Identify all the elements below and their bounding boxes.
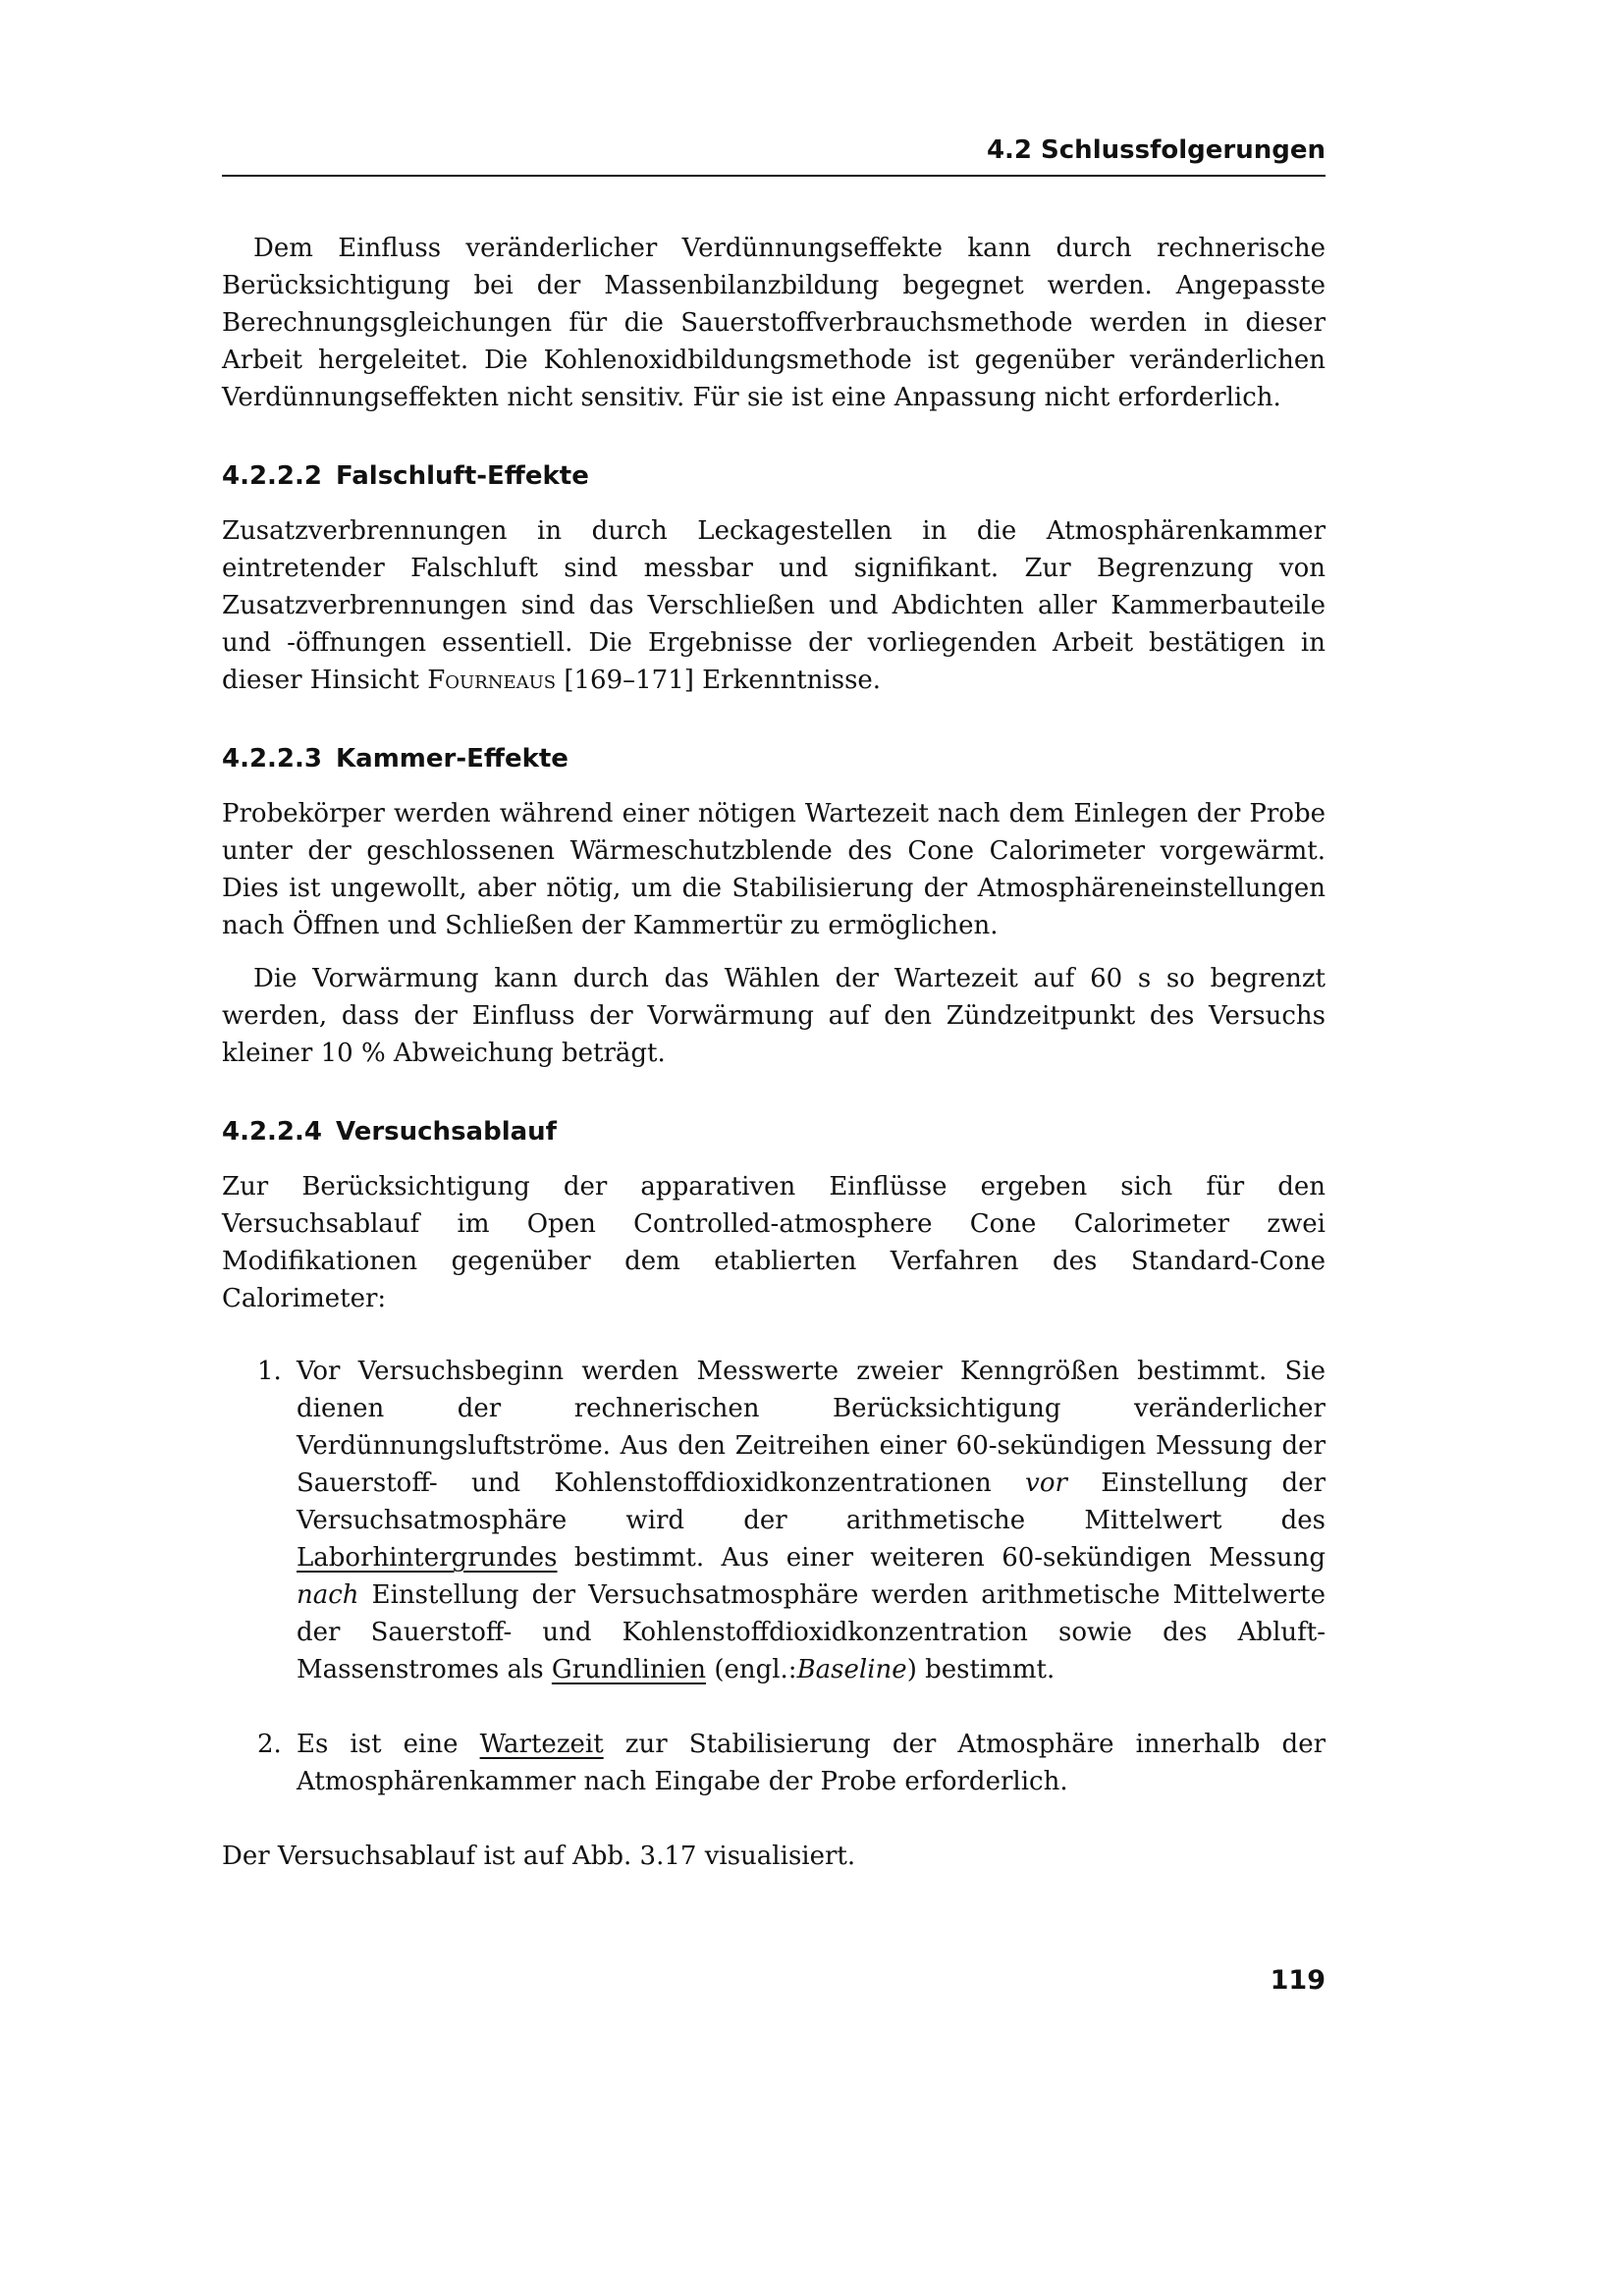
item-text: ) bestimmt.: [906, 1655, 1056, 1684]
section-title: Kammer-Effekte: [336, 744, 568, 774]
list-marker: 2.: [257, 1730, 282, 1759]
emphasis-text: Baseline: [796, 1655, 907, 1684]
glossary-term-link[interactable]: Laborhintergrundes: [297, 1543, 558, 1573]
item-text: Es ist eine: [297, 1730, 459, 1759]
main-content: [222, 230, 1326, 1875]
page-number: 119: [1270, 1965, 1326, 1996]
list-item: [222, 1726, 1326, 1800]
list-item: [222, 1353, 1326, 1688]
falschluft-paragraph: [222, 512, 1326, 699]
section-title: Falschluft-Effekte: [336, 461, 589, 491]
header-rule: [222, 175, 1326, 177]
section-title: Versuchsablauf: [336, 1117, 557, 1147]
item-text: Einstellung der Versuchsatmosphäre wird der arithmetische Mittelwert des: [297, 1468, 1326, 1535]
item-text: bestimmt. Aus einer weiteren 60-sekündigen Messung: [573, 1543, 1326, 1573]
glossary-term-link[interactable]: Grundlinien: [551, 1655, 707, 1684]
author-name: Fourneaus: [427, 666, 557, 695]
modification-list: [222, 1353, 1326, 1800]
emphasis-text: vor: [1025, 1468, 1067, 1498]
emphasis-text: nach: [297, 1580, 359, 1610]
item-text: Einstellung der Versuchsatmosphäre werden arithmetische Mittelwerte der Sauerstoff- und Kohlenstoffdioxidkonzentration sowie des Abluft-Massenstromes als: [297, 1580, 1326, 1684]
versuchsablauf-intro: Zur Berücksichtigung der apparativen Einflüsse ergeben sich für den Versuchsablauf im Open Controlled-atmosphere Cone Calorimeter zwei Modifikationen gegenüber dem etablierten Verfahren des Standard-Cone Calorimeter:: [222, 1172, 1326, 1313]
paragraph-text: Zusatzverbrennungen in durch Leckagestellen in die Atmosphärenkammer eintretender Falschluft sind messbar und signifikant. Zur Begrenzung von Zusatzverbrennungen sind das Verschließen und Abdichten aller Kammerbauteile und -öffnungen essentiell. Die Ergebnisse der vorliegenden Arbeit bestätigen in dieser Hinsicht: [222, 516, 1326, 695]
section-heading-falschluft: [222, 457, 1326, 495]
list-marker: 1.: [257, 1357, 282, 1386]
running-header: 4.2 Schlussfolgerungen: [986, 135, 1326, 165]
kammer-paragraph-1: Probekörper werden während einer nötigen Wartezeit nach dem Einlegen der Probe unter der geschlossenen Wärmeschutzblende des Cone Calorimeter vorgewärmt. Dies ist ungewollt, aber nötig, um die Stabilisierung der Atmosphäreneinstellungen nach Öffnen und Schließen der Kammertür zu ermöglichen.: [222, 799, 1326, 940]
section-heading-kammer: [222, 740, 1326, 777]
item-text: zur Stabilisierung der Atmosphäre innerhalb der Atmosphärenkammer nach Eingabe der Probe erforderlich.: [297, 1730, 1326, 1796]
citation-text: [169–171] Erkenntnisse.: [564, 666, 882, 695]
item-text: Vor Versuchsbeginn werden Messwerte zweier Kenngrößen bestimmt. Sie dienen der rechnerischen Berücksichtigung veränderlicher Verdünnungsluftströme. Aus den Zeitreihen einer 60-sekündigen Messung der Sauerstoff- und Kohlenstoffdioxidkonzentrationen: [297, 1357, 1326, 1498]
section-number: 4.2.2.4: [222, 1117, 322, 1147]
intro-paragraph: Dem Einfluss veränderlicher Verdünnungseffekte kann durch rechnerische Berücksichtigung bei der Massenbilanzbildung begegnet werden. Angepasste Berechnungsgleichungen für die Sauerstoffverbrauchsmethode werden in dieser Arbeit hergeleitet. Die Kohlenoxidbildungsmethode ist gegenüber veränderlichen Verdünnungseffekten nicht sensitiv. Für sie ist eine Anpassung nicht erforderlich.: [222, 234, 1326, 412]
item-text: (engl.:: [714, 1655, 797, 1684]
section-number: 4.2.2.3: [222, 744, 322, 774]
closing-paragraph: Der Versuchsablauf ist auf Abb. 3.17 visualisiert.: [222, 1842, 856, 1871]
kammer-paragraph-2: Die Vorwärmung kann durch das Wählen der Wartezeit auf 60 s so begrenzt werden, dass der Einfluss der Vorwärmung auf den Zündzeitpunkt des Versuchs kleiner 10 % Abweichung beträgt.: [222, 964, 1326, 1068]
glossary-term-link[interactable]: Wartezeit: [479, 1730, 604, 1759]
section-number: 4.2.2.2: [222, 461, 322, 491]
section-heading-versuchsablauf: [222, 1113, 1326, 1150]
